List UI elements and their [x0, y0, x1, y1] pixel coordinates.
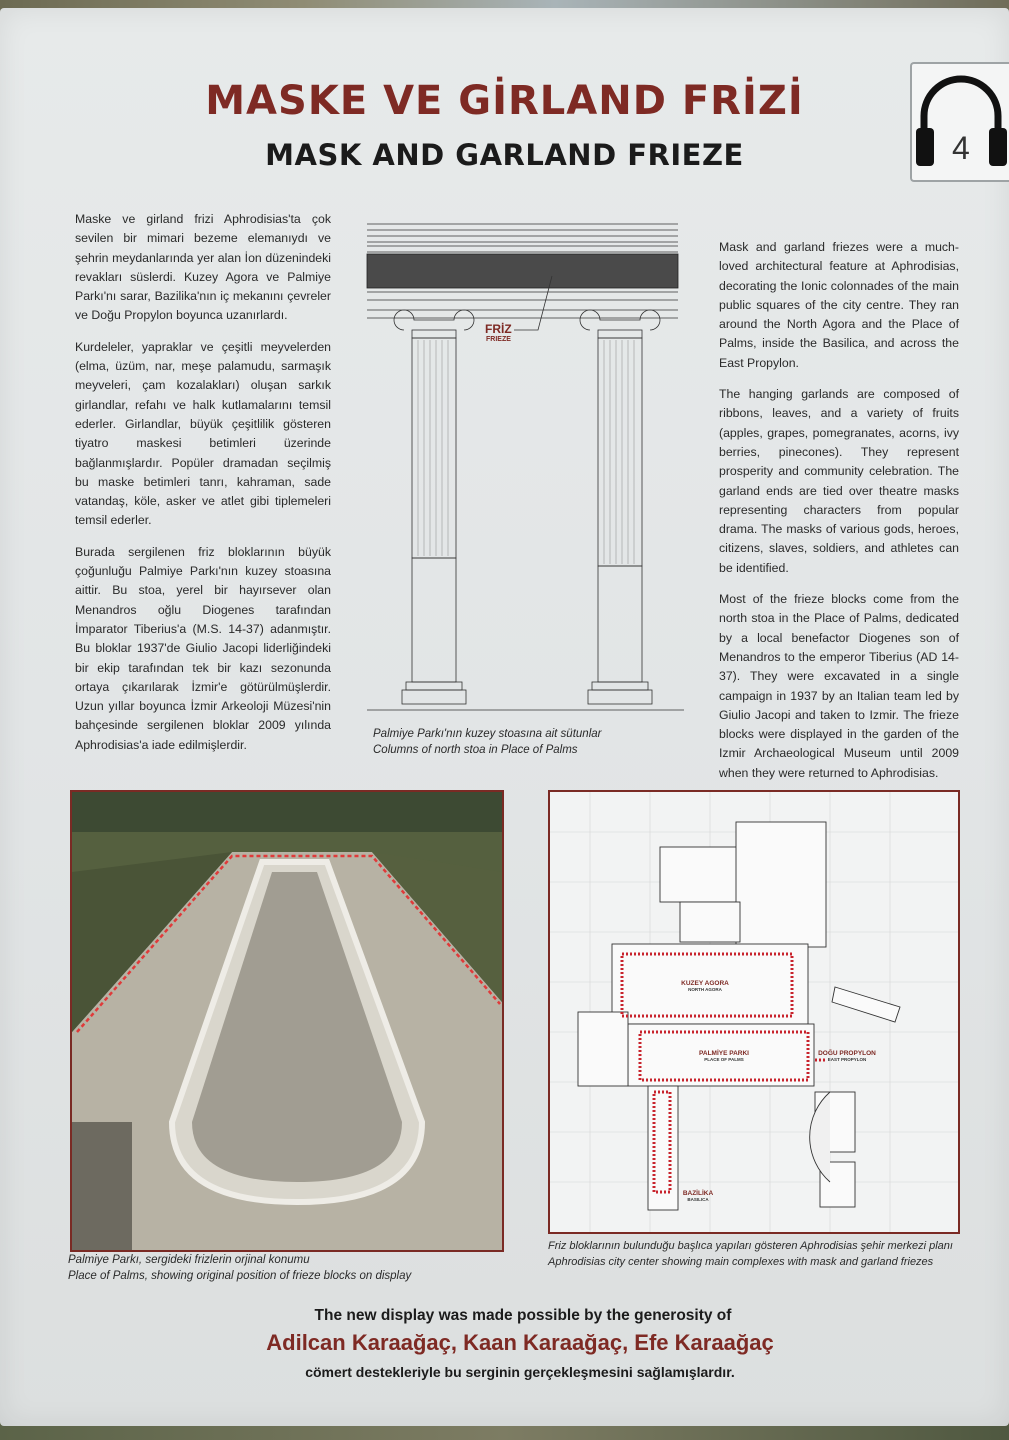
audio-guide-number: 4 [952, 130, 970, 166]
english-paragraph-3: Most of the frieze blocks come from the north stoa in the Place of Palms, dedicated by a local benefactor Diogenes son of Menandros to the emperor Tiberius (AD 14-37). They were excavated in a single campaign in 1937 by an Italian team led by Giulio Jacopi and taken to Izmir. The frieze blocks were displayed in the garden of the Izmir Archaeological Museum until 2009 when they were returned to Aphrodisias. [719, 592, 959, 780]
credits-names: Adilcan Karaağaç, Kaan Karaağaç, Efe Karaağaç [266, 1330, 774, 1355]
plan-label-propylon-tr: DOĞU PROPYLON [818, 1050, 876, 1057]
english-paragraph-1: Mask and garland friezes were a much-loved architectural feature at Aphrodisias, decorating the Ionic colonnades of the main public squares of the city centre. They ran around the North Agora and the Place of Palms, inside the Basilica, and across the East Propylon. [719, 240, 959, 370]
credits-line-3: cömert destekleriyle bu serginin gerçekleşmesini sağlamışlardır. [305, 1364, 735, 1380]
column-caption [373, 726, 673, 758]
plan-label-basilica-tr: BAZİLİKA [682, 1190, 714, 1197]
plan-caption-english: Aphrodisias city center showing main complexes with mask and garland friezes [548, 1256, 934, 1268]
city-plan-drawing [550, 792, 958, 1232]
photo-caption-english: Place of Palms, showing original position of frieze blocks on display [68, 1270, 412, 1282]
plan-label-north-agora-en: NORTH AGORA [688, 987, 722, 992]
plan-caption-turkish: Friz bloklarının bulunduğu başlıca yapıları gösteren Aphrodisias şehir merkezi planı [548, 1240, 953, 1252]
photo-caption [68, 1252, 508, 1284]
plan-caption [548, 1238, 978, 1270]
column-caption-english: Columns of north stoa in Place of Palms [373, 744, 578, 756]
plan-label-palms [684, 1050, 764, 1062]
plan-label-basilica-en: BASILICA [687, 1197, 709, 1202]
city-plan [548, 790, 960, 1234]
turkish-paragraph-3: Burada sergilenen friz bloklarının büyük çoğunluğu Palmiye Parkı'nın kuzey stoasına aittir. Bu stoa, yerel bir hayırsever olan Menandros oğlu Diogenes tarafından İmparator Tiberius'a (M.S. 14-37) adanmıştır. Bu bloklar 1937'de Giulio Jacopi liderliğindeki bir ekip tarafından tek bir kazı sezonunda ortaya çıkarılarak İzmir'e götürülmüşlerdir. Uzun yıllar boyunca İzmir Arkeoloji Müzesi'nin bahçesinde sergilenen bloklar 2009 yılında Aphrodisias'a iade edilmişlerdir. [75, 544, 331, 752]
plan-label-palms-tr: PALMİYE PARKI [699, 1050, 749, 1057]
aerial-photo-drawing [72, 792, 502, 1250]
aerial-photo [70, 790, 504, 1252]
plan-label-north-agora-tr: KUZEY AGORA [681, 980, 729, 987]
column-caption-turkish: Palmiye Parkı'nın kuzey stoasına ait sütunlar [373, 728, 602, 740]
title-english: MASK AND GARLAND FRIEZE [265, 138, 744, 172]
frieze-label-turkish: FRİZ [485, 322, 512, 336]
english-text-column [719, 238, 959, 795]
turkish-text-column [75, 210, 331, 767]
title-turkish: MASKE VE GİRLAND FRİZİ [205, 78, 804, 124]
plan-label-propylon-en: EAST PROPYLON [827, 1057, 867, 1062]
turkish-paragraph-1: Maske ve girland frizi Aphrodisias'ta çok sevilen bir mimari bezeme elemanıydı ve şehrin meydanlarında yer alan İon düzenindeki revakları süslerdi. Kuzey Agora ve Palmiye Parkı'nı sarar, Bazilika'nın iç mekanını çevreler ve Doğu Propylon boyunca uzanırlardı. [75, 212, 331, 323]
plan-label-propylon [812, 1050, 882, 1062]
turkish-paragraph-2: Kurdeleler, yapraklar ve çeşitli meyvelerden (elma, üzüm, nar, meşe palamudu, sarmaşık meyveleri, çam kozalakları) oluşan sarkık girlandlar, refahı ve halk kutlamalarını temsil ederler. Girlandlar, büyük çeşitlilik gösteren tiyatro maskesi betimleri üzerinde bağlanmışlardır. Popüler dramadan seçilmiş bu maske betimleri tanrı, kahraman, sade vatandaş, köle, asker ve atlet gibi tiplemeleri temsil ederler. [75, 339, 331, 528]
english-paragraph-2: The hanging garlands are composed of ribbons, leaves, and a variety of fruits (apples, grapes, pomegranates, acorns, ivy berries, pinecones). They represent prosperity and community celebration. The garland ends are tied over theatre masks representing characters from popular drama. The masks of various gods, heroes, citizens, slaves, soldiers, and athletes can be identified. [719, 387, 959, 575]
credits-line-1: The new display was made possible by the generosity of [314, 1307, 732, 1324]
plan-label-palms-en: PLACE OF PALMS [704, 1057, 744, 1062]
photo-caption-turkish: Palmiye Parkı, sergideki frizlerin orjinal konumu [68, 1254, 310, 1266]
column-drawing [362, 218, 692, 718]
frieze-label-english: FRIEZE [486, 336, 511, 343]
plan-label-basilica [670, 1190, 726, 1202]
plan-label-north-agora [670, 980, 740, 992]
audio-guide-badge [910, 62, 1009, 182]
